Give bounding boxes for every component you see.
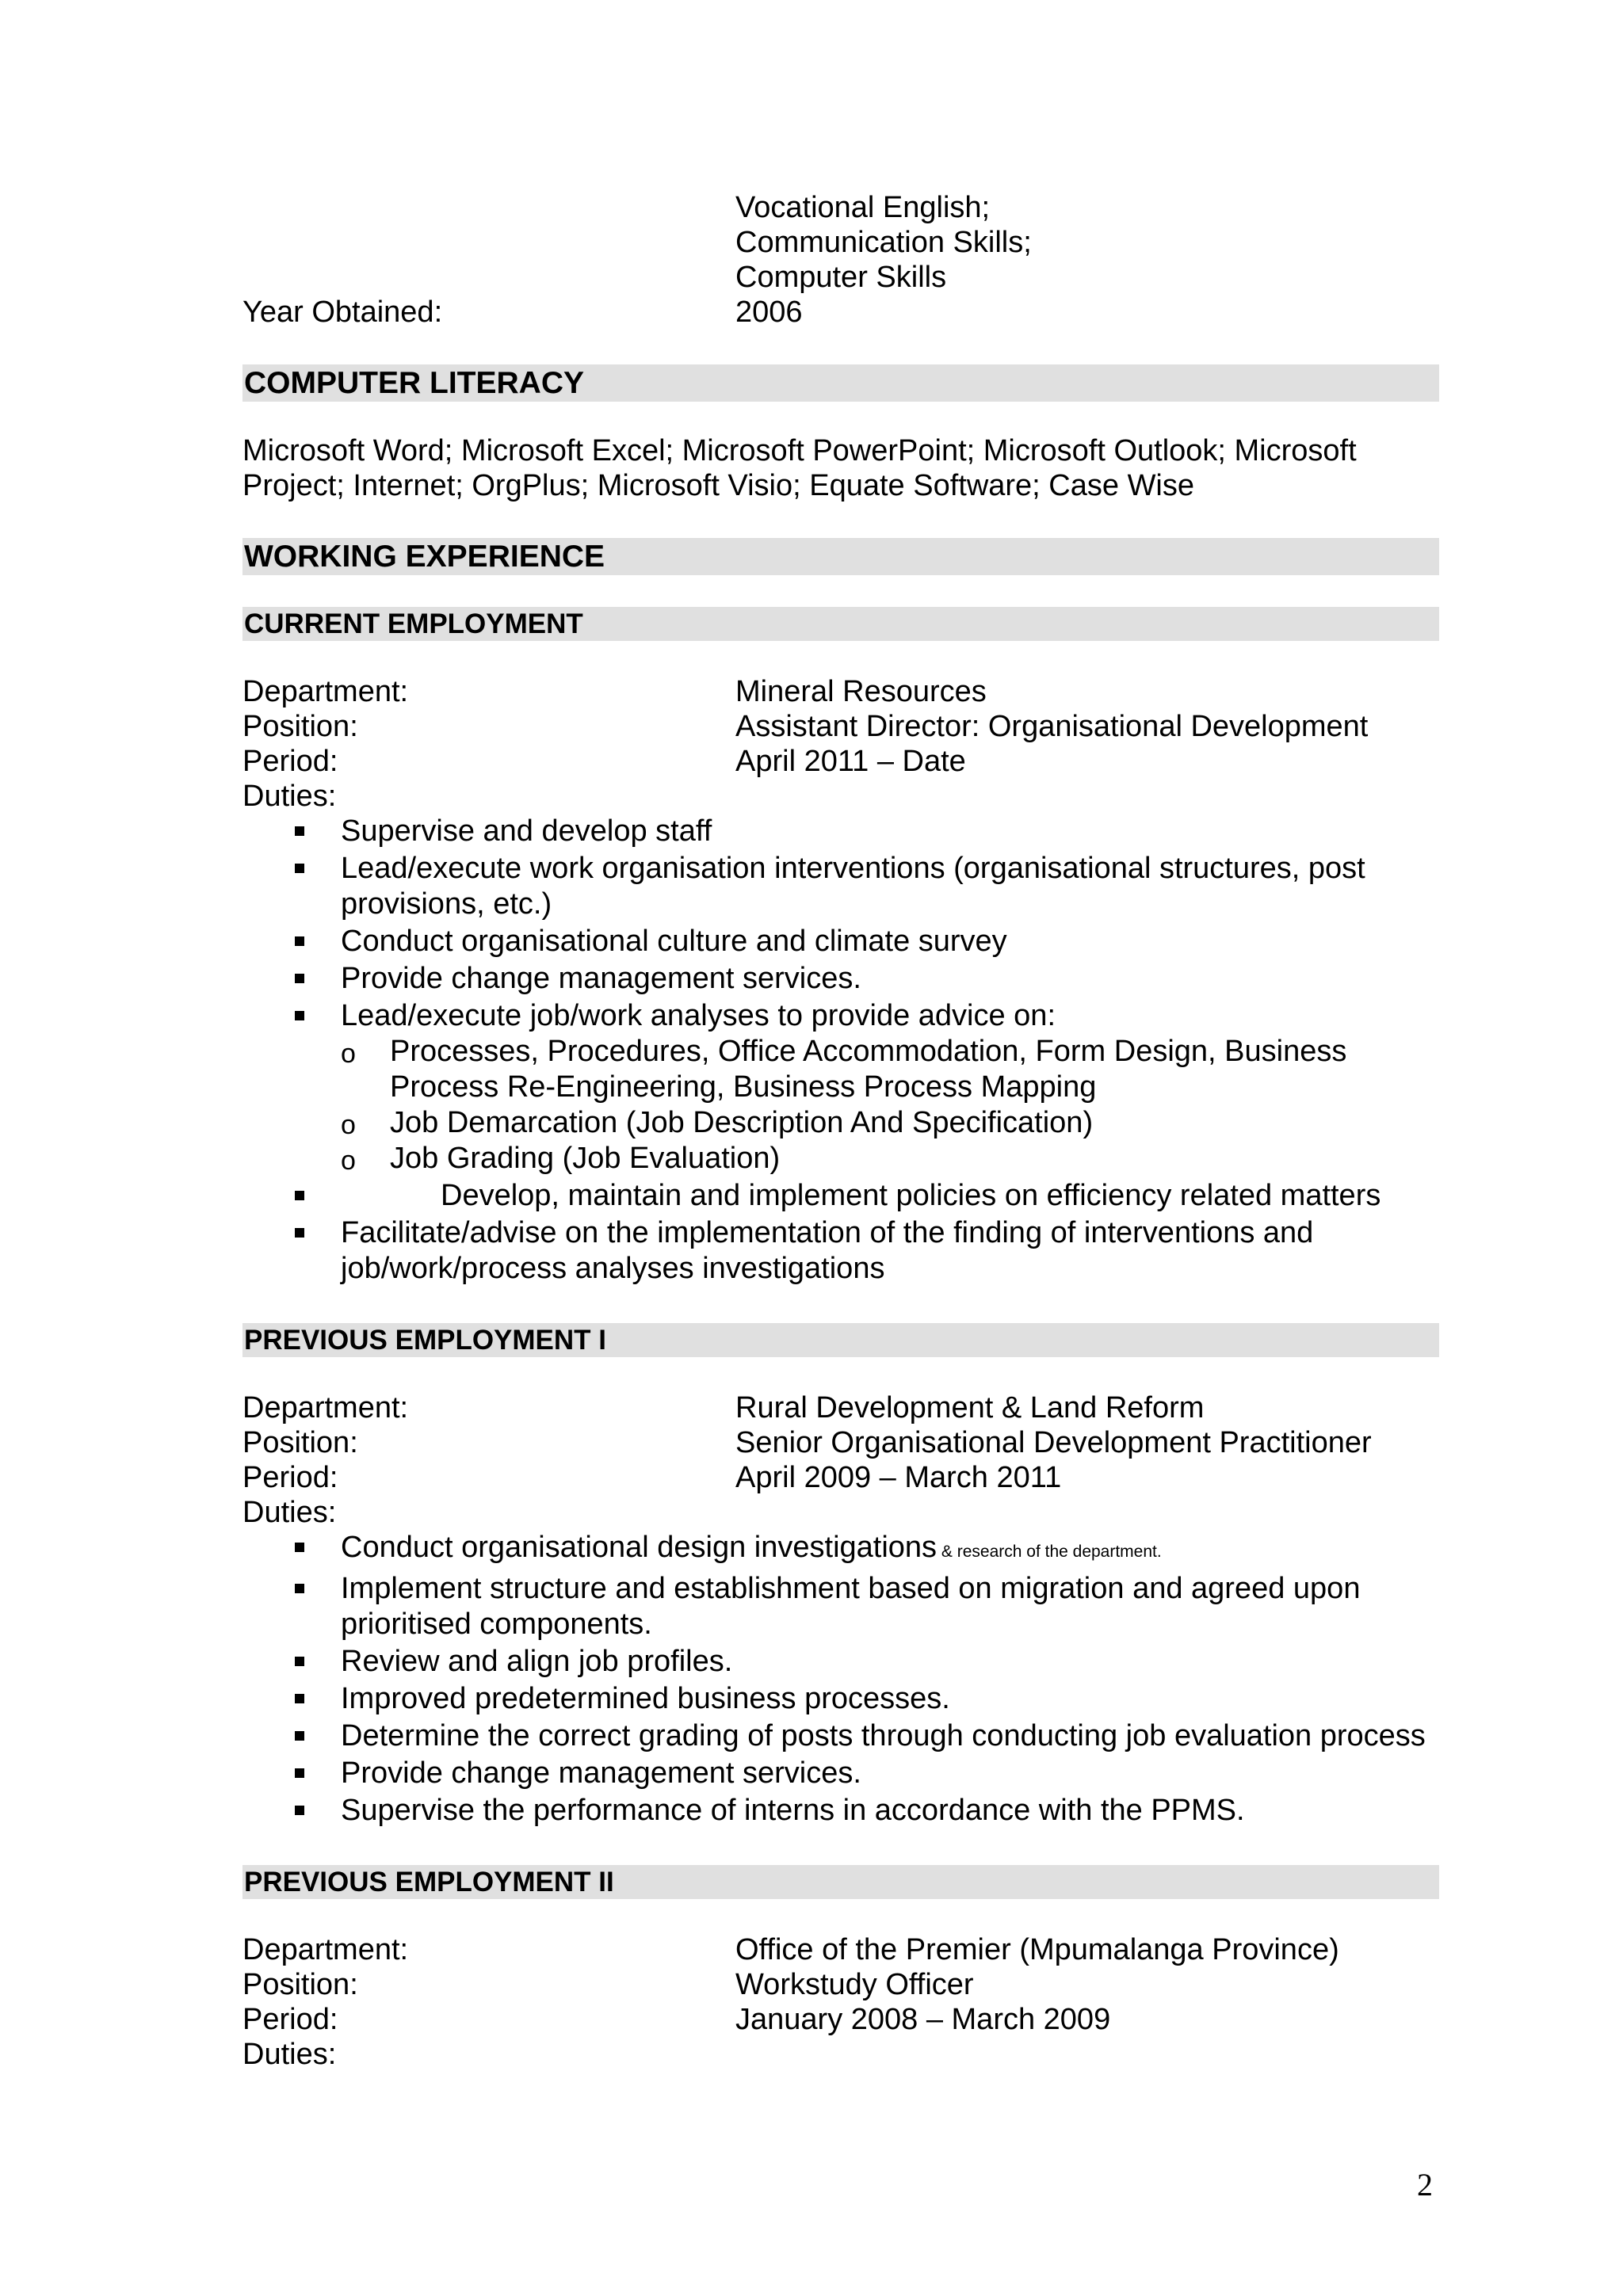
circle-bullet-icon: o	[341, 1110, 356, 1140]
circle-bullet-icon: o	[341, 1039, 356, 1069]
page-number: 2	[1417, 2167, 1433, 2203]
year-obtained-value: 2006	[735, 296, 803, 329]
current-duties-list	[242, 814, 1439, 1287]
department-value: Rural Development & Land Reform	[735, 1391, 1205, 1425]
position-value: Workstudy Officer	[735, 1968, 974, 2001]
list-item: Lead/execute work organisation interventions (organisational structures, post provisions, etc.)	[242, 851, 1439, 922]
sub-list-item: o Processes, Procedures, Office Accommodation, Form Design, Business Process Re-Engineering, Business Process Mapping	[341, 1035, 1347, 1104]
prev2-position-row	[242, 1967, 1439, 2002]
square-bullet-icon	[295, 1543, 304, 1552]
department-label: Department:	[242, 1933, 409, 1966]
list-item: Facilitate/advise on the implementation of the finding of interventions and job/work/process analyses investigations	[242, 1215, 1439, 1287]
previous-employment-2-heading: PREVIOUS EMPLOYMENT II	[242, 1865, 1439, 1899]
list-item: Provide change management services.	[242, 961, 1439, 997]
square-bullet-icon	[295, 1657, 304, 1666]
resume-page	[242, 190, 1439, 2072]
prev2-department-row	[242, 1932, 1439, 1967]
subject-line: Communication Skills;	[735, 226, 1032, 259]
year-obtained-label: Year Obtained:	[242, 296, 443, 329]
subject-line: Computer Skills	[735, 261, 947, 294]
current-period-row	[242, 744, 1439, 779]
sub-list-item: o Job Grading (Job Evaluation)	[341, 1141, 1439, 1177]
square-bullet-icon	[295, 1191, 304, 1200]
period-value: April 2011 – Date	[735, 745, 966, 778]
duties-label: Duties:	[242, 780, 337, 813]
sub-list-item: o Job Demarcation (Job Description And Specification)	[341, 1105, 1439, 1141]
duties-label: Duties:	[242, 2038, 337, 2071]
square-bullet-icon	[295, 936, 304, 946]
list-item: Improved predetermined business processes.	[242, 1681, 1439, 1717]
position-label: Position:	[242, 710, 358, 743]
position-label: Position:	[242, 1426, 358, 1459]
square-bullet-icon	[295, 1584, 304, 1593]
computer-literacy-heading: COMPUTER LITERACY	[242, 364, 1439, 402]
duties-label: Duties:	[242, 1496, 337, 1529]
square-bullet-icon	[295, 1011, 304, 1020]
square-bullet-icon	[295, 864, 304, 873]
prev1-duties-list	[242, 1530, 1439, 1829]
period-label: Period:	[242, 1461, 338, 1494]
period-value: April 2009 – March 2011	[735, 1461, 1062, 1494]
department-label: Department:	[242, 1391, 409, 1425]
education-subjects	[242, 190, 1439, 295]
sub-duties-list	[341, 1034, 1439, 1177]
list-item: Lead/execute job/work analyses to provide advice on: o Processes, Procedures, Office Accommodation, Form Design, Business Process Re-Engineering, Business Process Mapping o Job Demarcation (Job Description And Specification) o Job Grading (Job Evaluation)	[242, 998, 1439, 1177]
square-bullet-icon	[295, 1806, 304, 1815]
prev1-position-row	[242, 1425, 1439, 1460]
square-bullet-icon	[295, 1768, 304, 1778]
current-employment-heading: CURRENT EMPLOYMENT	[242, 607, 1439, 641]
list-item: Provide change management services.	[242, 1756, 1439, 1791]
previous-employment-1-heading: PREVIOUS EMPLOYMENT I	[242, 1323, 1439, 1357]
department-value: Office of the Premier (Mpumalanga Province)	[735, 1933, 1339, 1966]
list-item: Conduct organisational culture and climate survey	[242, 924, 1439, 959]
square-bullet-icon	[295, 1228, 304, 1238]
circle-bullet-icon: o	[341, 1146, 356, 1176]
list-item: Supervise and develop staff	[242, 814, 1439, 849]
position-value: Senior Organisational Development Practitioner	[735, 1426, 1372, 1459]
list-item: Review and align job profiles.	[242, 1644, 1439, 1680]
year-obtained-row	[242, 295, 1439, 330]
position-value: Assistant Director: Organisational Development	[735, 710, 1369, 743]
list-item: Supervise the performance of interns in accordance with the PPMS.	[242, 1793, 1439, 1829]
square-bullet-icon	[295, 1694, 304, 1703]
period-label: Period:	[242, 2003, 338, 2036]
list-item: Conduct organisational design investigations & research of the department.	[242, 1530, 1439, 1569]
prev2-period-row	[242, 2002, 1439, 2037]
department-label: Department:	[242, 675, 409, 708]
current-department-row	[242, 674, 1439, 709]
square-bullet-icon	[295, 974, 304, 983]
duty-tail-text: & research of the department.	[937, 1543, 1162, 1561]
list-item: Determine the correct grading of posts through conducting job evaluation process	[242, 1718, 1439, 1754]
list-item: Implement structure and establishment based on migration and agreed upon prioritised components.	[242, 1571, 1439, 1642]
current-position-row	[242, 709, 1439, 744]
subject-line: Vocational English;	[735, 191, 991, 224]
period-label: Period:	[242, 745, 338, 778]
prev1-period-row	[242, 1460, 1439, 1495]
computer-literacy-text: Microsoft Word; Microsoft Excel; Microsoft PowerPoint; Microsoft Outlook; Microsoft Project; Internet; OrgPlus; Microsoft Visio; Equate Software; Case Wise	[242, 434, 1357, 502]
prev1-department-row	[242, 1390, 1439, 1425]
square-bullet-icon	[295, 826, 304, 836]
square-bullet-icon	[295, 1731, 304, 1741]
list-item: Develop, maintain and implement policies on efficiency related matters	[242, 1178, 1439, 1214]
period-value: January 2008 – March 2009	[735, 2003, 1111, 2036]
position-label: Position:	[242, 1968, 358, 2001]
working-experience-heading: WORKING EXPERIENCE	[242, 538, 1439, 575]
department-value: Mineral Resources	[735, 675, 987, 708]
